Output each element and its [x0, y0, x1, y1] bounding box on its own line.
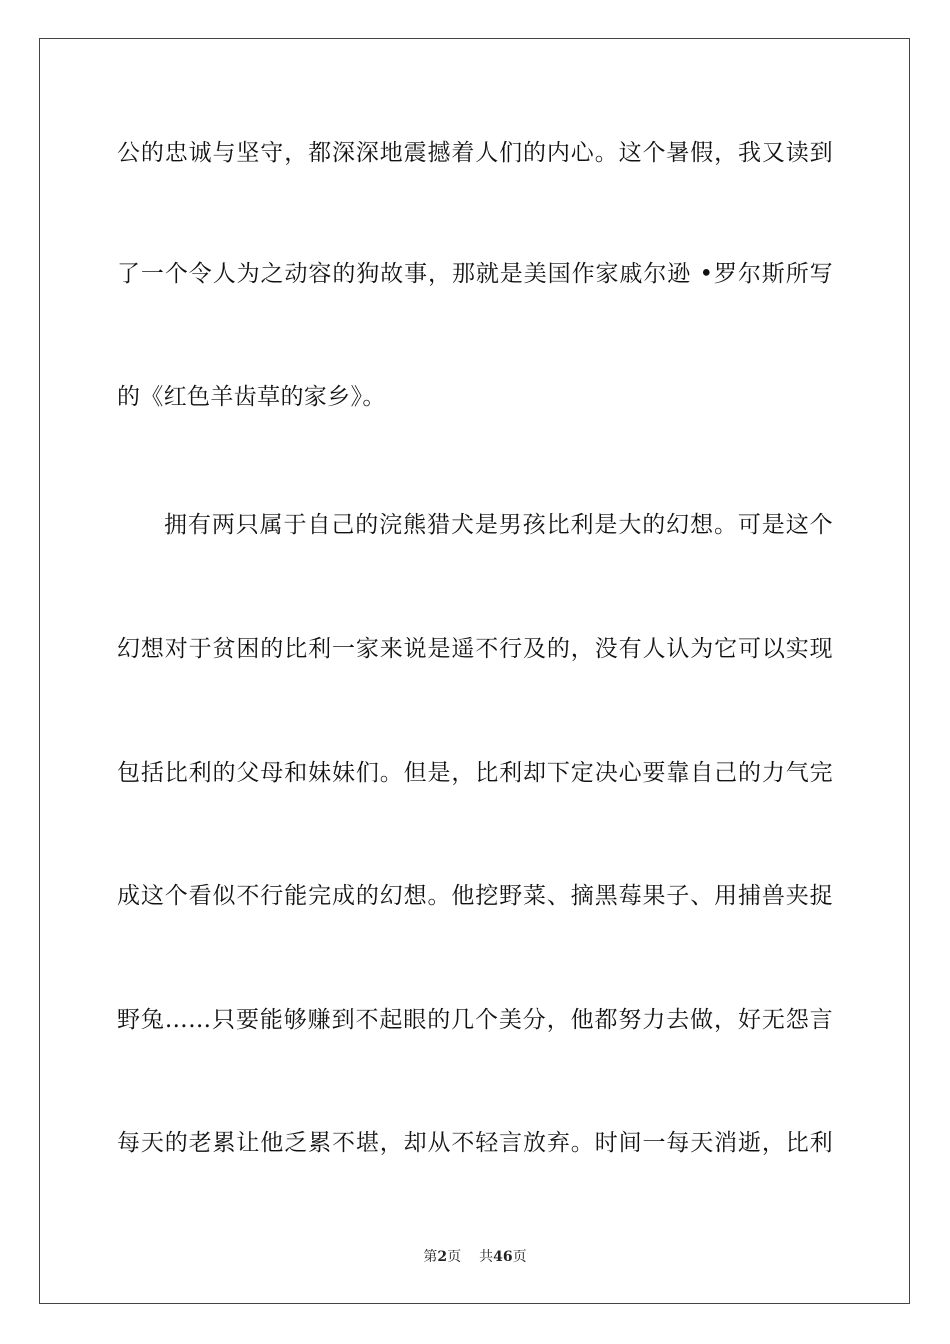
footer-page-prefix: 第 [423, 1249, 438, 1265]
footer-page-number: 2 [437, 1249, 448, 1265]
footer-page-suffix: 页 [447, 1249, 462, 1265]
body-text-line-2: 了一个令人为之动容的狗故事，那就是美国作家戚尔逊 •罗尔斯所写 [117, 261, 833, 287]
body-text-line-4: 拥有两只属于自己的浣熊猎犬是男孩比利是大的幻想。可是这个 [164, 512, 833, 538]
body-text-line-3: 的《红色羊齿草的家乡》。 [117, 384, 386, 410]
page-border [39, 38, 910, 1304]
body-text-line-7: 成这个看似不行能完成的幻想。他挖野菜、摘黑莓果子、用捕兽夹捉 [117, 883, 833, 909]
body-text-line-5: 幻想对于贫困的比利一家来说是遥不行及的，没有人认为它可以实现 [117, 636, 833, 662]
body-text-line-8: 野兔……只要能够赚到不起眼的几个美分，他都努力去做，好无怨言 [117, 1007, 833, 1033]
footer-total-prefix: 共 [479, 1249, 494, 1265]
page-footer [0, 1248, 950, 1266]
body-text-line-6: 包括比利的父母和妹妹们。但是，比利却下定决心要靠自己的力气完 [117, 760, 833, 786]
body-text-line-9: 每天的老累让他乏累不堪，却从不轻言放弃。时间一每天消逝，比利 [117, 1130, 833, 1156]
footer-total-pages: 46 [493, 1249, 513, 1265]
footer-total-suffix: 页 [512, 1249, 527, 1265]
body-text-line-1: 公的忠诚与坚守，都深深地震撼着人们的内心。这个暑假，我又读到 [117, 140, 833, 166]
